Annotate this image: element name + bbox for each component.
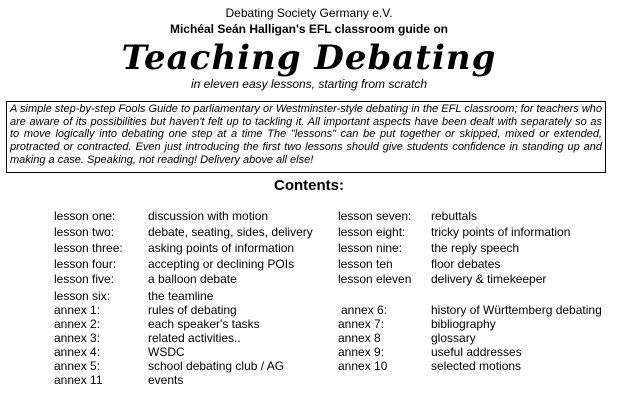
entry-label: annex 6: xyxy=(341,303,388,317)
entry-label: annex 5: xyxy=(54,359,101,373)
entry-title: each speaker's tasks xyxy=(148,317,260,331)
entry-label: annex 4: xyxy=(54,345,101,359)
entry-title: glossary xyxy=(431,331,476,345)
entry-label: lesson eleven xyxy=(338,272,412,286)
entry-label: lesson five: xyxy=(54,272,115,286)
entry-label: lesson one: xyxy=(54,209,116,223)
entry-title: the reply speech xyxy=(431,241,520,255)
entry-label: annex 11 xyxy=(54,373,103,387)
entry-label: annex 9: xyxy=(338,345,385,359)
entry-title: related activities.. xyxy=(148,331,241,345)
entry-label: annex 7: xyxy=(338,317,385,331)
entry-title: the teamline xyxy=(148,289,214,303)
entry-title: debate, seating, sides, delivery xyxy=(148,225,313,239)
entry-label: lesson seven: xyxy=(338,209,412,223)
entry-title: rebuttals xyxy=(431,209,478,223)
guide-author-line: Michéal Seán Halligan's EFL classroom guide on xyxy=(169,22,449,36)
page-title: Teaching Debating xyxy=(121,38,497,78)
entry-label: annex 1: xyxy=(54,303,101,317)
entry-title: events xyxy=(148,373,184,387)
organization-name: Debating Society Germany e.V. xyxy=(225,6,393,20)
entry-title: WSDC xyxy=(148,345,185,359)
entry-title: discussion with motion xyxy=(148,209,269,223)
intro-box: A simple step-by-step Fools Guide to parliamentary or Westminster-style debating in the EFL classroom; for teachers who are aware of its possibilities but haven't felt up to tackling it. All important aspects have been dealt with separately so as to move logically into debating one step at a time The "lessons" can be put together or skipped, mixed or extended, protracted or contracted. Even just introducing the first two lessons should give students confidence in standing up and making a case. Speaking, not reading! Delivery above all else! xyxy=(6,101,606,173)
entry-label: lesson ten xyxy=(338,257,393,271)
entry-title: selected motions xyxy=(431,359,522,373)
entry-label: annex 10 xyxy=(338,359,388,373)
entry-label: lesson nine: xyxy=(338,241,403,255)
entry-title: bibliography xyxy=(431,317,496,331)
subtitle: in eleven easy lessons, starting from scratch xyxy=(190,77,428,91)
entry-label: lesson three: xyxy=(54,241,123,255)
entry-label: annex 2: xyxy=(54,317,101,331)
entry-title: accepting or declining POIs xyxy=(148,257,295,271)
entry-label: annex 8 xyxy=(338,331,381,345)
entry-title: school debating club / AG xyxy=(148,359,285,373)
entry-title: floor debates xyxy=(431,257,501,271)
entry-title: rules of debating xyxy=(148,303,237,317)
entry-label: lesson four: xyxy=(54,257,117,271)
entry-title: a balloon debate xyxy=(148,272,237,286)
contents-heading: Contents: xyxy=(274,177,344,194)
entry-label: lesson six: xyxy=(54,289,111,303)
entry-title: delivery & timekeeper xyxy=(431,272,547,286)
entry-label: lesson two: xyxy=(54,225,115,239)
entry-title: history of Württemberg debating xyxy=(431,303,602,317)
entry-label: lesson eight: xyxy=(338,225,406,239)
entry-label: annex 3: xyxy=(54,331,101,345)
entry-title: useful addresses xyxy=(431,345,522,359)
entry-title: tricky points of information xyxy=(431,225,571,239)
entry-title: asking points of information xyxy=(148,241,295,255)
